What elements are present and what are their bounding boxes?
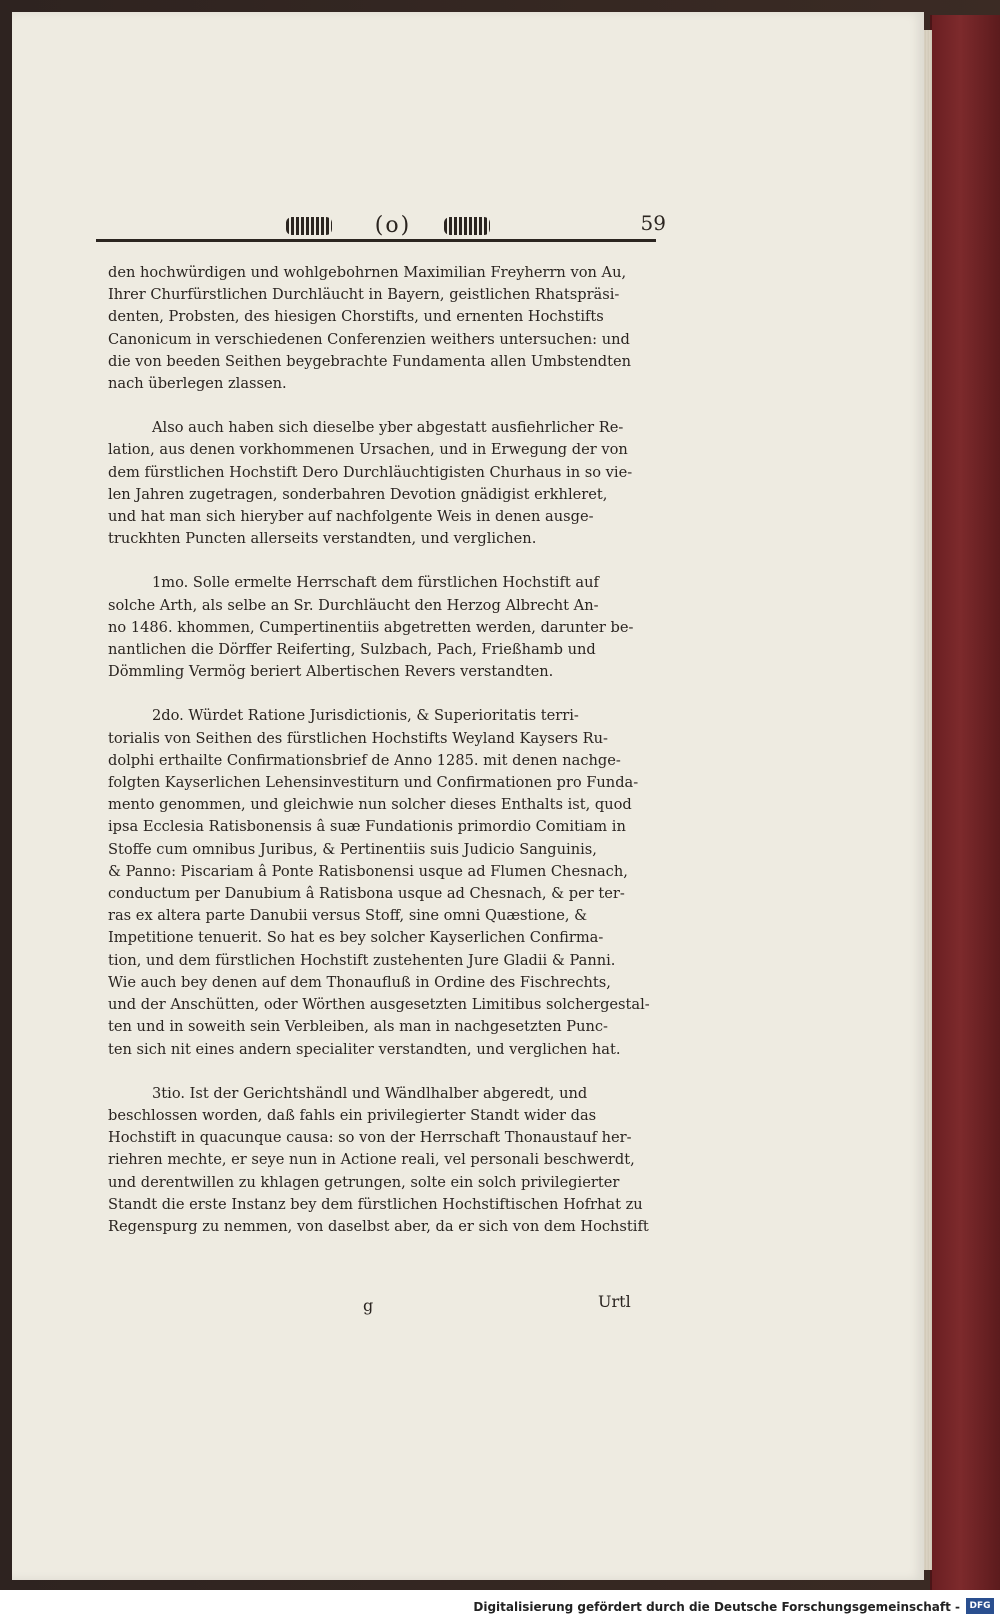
ornament-right-icon [444,217,490,235]
text-line: und hat man sich hieryber auf nachfolgente Weis in denen ausge- [108,508,594,526]
paragraph-3 [108,572,656,683]
text-line: dolphi erthailte Confirmationsbrief de Anno 1285. mit denen nachge- [108,751,621,769]
text-line: Stoffe cum omnibus Juribus, & Pertinentiis suis Judicio Sanguinis, [108,840,597,858]
body-text [108,262,656,1260]
text-line: Canonicum in verschiedenen Conferenzien weithers untersuchen: und [108,330,630,348]
text-line: 1mo. Solle ermelte Herrschaft dem fürstlichen Hochstift auf [152,574,599,592]
text-line: lation, aus denen vorkhommenen Ursachen, und in Erwegung der von [108,441,628,459]
text-line: mento genommen, und gleichwie nun solcher dieses Enthalts ist, quod [108,796,632,814]
text-line: den hochwürdigen und wohlgebohrnen Maximilian Freyherrn von Au, [108,264,627,281]
text-line: riehren mechte, er seye nun in Actione reali, vel personali beschwerdt, [108,1151,635,1169]
text-line: torialis von Seithen des fürstlichen Hochstifts Weyland Kaysers Ru- [108,729,608,747]
text-line: Dömmling Vermög beriert Albertischen Revers verstandten. [108,663,554,681]
header-rule [96,239,656,242]
page-number: 59 [640,211,666,235]
text-line: truckhten Puncten allerseits verstandten, und verglichen. [108,530,537,548]
ornament-left-icon [286,217,332,235]
text-line: 3tio. Ist der Gerichtshändl und Wändlhalber abgeredt, und [152,1084,588,1102]
text-line: und der Anschütten, oder Wörthen ausgesetzten Limitibus solchergestal- [108,996,650,1014]
header-signature: (o) [374,213,412,238]
text-line: nantlichen die Dörffer Reiferting, Sulzbach, Pach, Frießhamb und [108,641,596,659]
text-line: Also auch haben sich dieselbe yber abgestatt ausfiehrlicher Re- [152,419,624,437]
text-line: ipsa Ecclesia Ratisbonensis â suæ Fundationis primordio Comitiam in [108,818,626,836]
text-line: Wie auch bey denen auf dem Thonaufluß in Ordine des Fischrechts, [108,973,611,991]
text-line: und derentwillen zu khlagen getrungen, solte ein solch privilegierter [108,1173,620,1191]
dfg-logo-icon: DFG [966,1598,994,1614]
signature-mark: g [363,1296,374,1315]
text-line: Standt die erste Instanz bey dem fürstlichen Hochstiftischen Hofrhat zu [108,1195,643,1213]
credit-bar [0,1590,1000,1623]
catchword: Urtl [598,1292,631,1311]
text-line: Hochstift in quacunque causa: so von der Herrschaft Thonaustauf her- [108,1129,632,1147]
paragraph-5 [108,1083,656,1238]
text-line: Regenspurg zu nemmen, von daselbst aber, da er sich von dem Hochstift [108,1217,649,1235]
text-line: denten, Probsten, des hiesigen Chorstifts, und ernenten Hochstifts [108,308,604,326]
text-line: solche Arth, als selbe an Sr. Durchläucht den Herzog Albrecht An- [108,596,599,614]
credit-text: Digitalisierung gefördert durch die Deutsche Forschungsgemeinschaft - [473,1600,960,1614]
text-line: ten und in soweith sein Verbleiben, als man in nachgesetzten Punc- [108,1018,608,1036]
text-line: conductum per Danubium â Ratisbona usque ad Chesnach, & per ter- [108,885,625,903]
page-header [96,211,666,249]
text-line: die von beeden Seithen beygebrachte Fundamenta allen Umbstendten [108,352,632,370]
text-line: ten sich nit eines andern specialiter verstandten, und verglichen hat. [108,1040,621,1058]
paragraph-4 [108,705,656,1060]
text-line: Ihrer Churfürstlichen Durchläucht in Bayern, geistlichen Rhatspräsi- [108,286,620,304]
book-cover-edge [930,15,1000,1590]
text-line: folgten Kayserlichen Lehensinvestiturn und Confirmationen pro Funda- [108,774,639,792]
text-line: no 1486. khommen, Cumpertinentiis abgetretten werden, darunter be- [108,618,634,636]
text-line: Impetitione tenuerit. So hat es bey solcher Kayserlichen Confirma- [108,929,604,947]
text-line: beschlossen worden, daß fahls ein privilegierter Standt wider das [108,1106,597,1124]
paragraph-1 [108,262,656,395]
text-line: nach überlegen zlassen. [108,375,287,393]
text-line: len Jahren zugetragen, sonderbahren Devotion gnädigist erkhleret, [108,485,608,503]
text-line: & Panno: Piscariam â Ponte Ratisbonensi usque ad Flumen Chesnach, [108,862,628,880]
text-line: ras ex altera parte Danubii versus Stoff, sine omni Quæstione, & [108,907,588,925]
paragraph-2 [108,417,656,550]
text-line: 2do. Würdet Ratione Jurisdictionis, & Superioritatis terri- [152,707,579,725]
text-line: dem fürstlichen Hochstift Dero Durchläuchtigisten Churhaus in so vie- [108,463,633,481]
text-line: tion, und dem fürstlichen Hochstift zustehenten Jure Gladii & Panni. [108,951,616,969]
